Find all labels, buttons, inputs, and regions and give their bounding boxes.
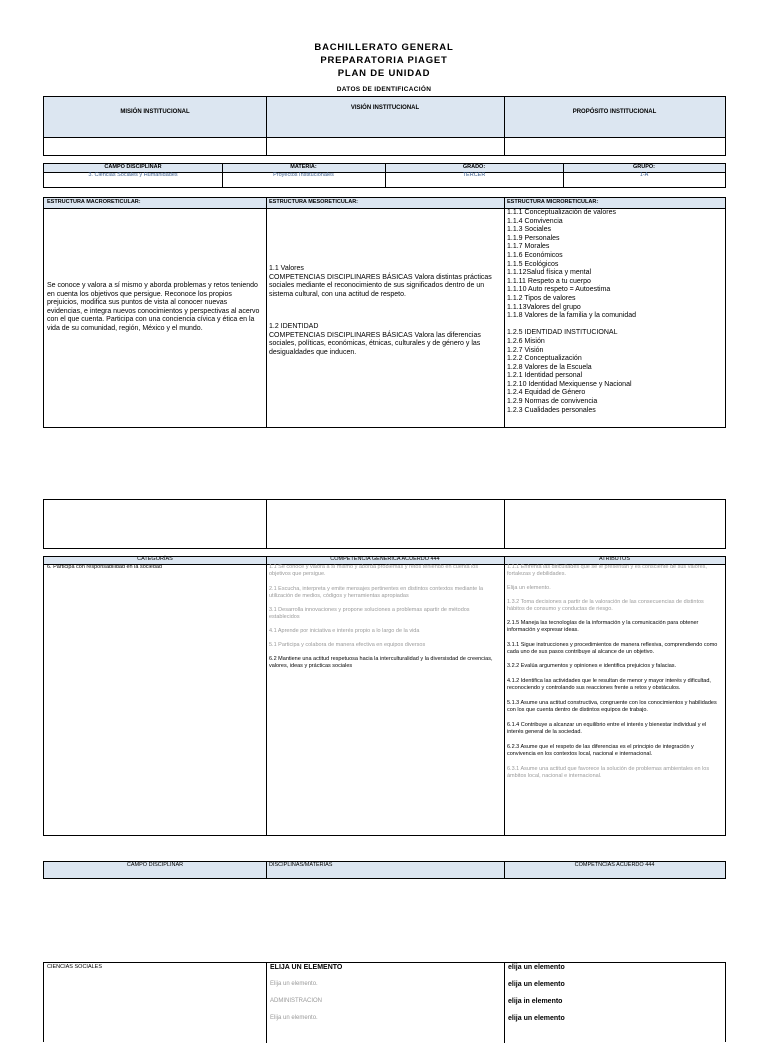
disciplines-table: [43, 962, 726, 1042]
structure-table: [43, 197, 726, 428]
micro-item: 1.2.3 Cualidades personales: [507, 406, 596, 414]
attribute-item[interactable]: 6.1.4 Contribuye a alcanzar un equilibrio entre el interés y bienestar individual y el interés general de la sociedad.: [507, 722, 707, 735]
attribute-item[interactable]: 6.2.3 Asume que el respeto de las diferencias es el principio de integración y convivencia en los contextos local, nacional e internacional.: [507, 744, 694, 757]
micro-label: ESTRUCTURA MICRORETICULAR:: [507, 199, 599, 205]
meso-identidad: 1.2 IDENTIDAD COMPETENCIAS DISCIPLINARES BÁSICAS Valora las diferencias sociales, políticas, económicas, étnicas, culturales y de género y las desigualdades que inducen.: [269, 323, 481, 356]
generica-header: COMPETENCIA GENERICA ACUERDO 444: [330, 556, 440, 562]
micro-item: 1.1.3 Sociales: [507, 226, 551, 234]
attribute-item[interactable]: 1.3.2 Toma decisiones a partir de la valoración de las consecuencias de distintos hábitos de consumo y conductas de riesgo.: [507, 599, 704, 612]
attribute-item[interactable]: 3.2.2 Evalúa argumentos y opiniones e identifica prejuicios y falacias.: [507, 663, 677, 669]
materias-item[interactable]: Elija un elemento.: [270, 981, 318, 987]
grupo-select[interactable]: 1-A: [639, 172, 649, 178]
atributos-header: ATRIBUTOS: [599, 556, 630, 562]
proposito-header: PROPÓSITO INSTITUCIONAL: [572, 109, 657, 115]
attribute-item[interactable]: Elija un elemento.: [507, 585, 551, 591]
micro-item: 1.1.6 Económicos: [507, 251, 563, 259]
competencias-item[interactable]: elija un elemento: [508, 1015, 565, 1022]
campo-disciplinar-header: CAMPO DISCIPLINAR: [126, 862, 184, 868]
materias-item[interactable]: Elija un elemento.: [270, 1015, 318, 1021]
grupo-label: GRUPO:: [633, 164, 655, 170]
meso-label: ESTRUCTURA MESORETICULAR:: [269, 199, 359, 205]
micro-item: 1.2.5 IDENTIDAD INSTITUCIONAL: [507, 329, 618, 337]
section-title: DATOS DE IDENTIFICACIÓN: [336, 86, 432, 93]
macro-text: Se conoce y valora a sí mismo y aborda problemas y retos teniendo en cuenta los objetivos que persigue. Reconoce los propios prejuicios, modifica sus puntos de vista al conocer nuevas evidencias, e integra nuevos conocimientos y perspectivas al acervo con el que cuenta. Participa con una conciencia cívica y ética en la vida de su comunidad, región, México y el mundo.: [47, 282, 260, 332]
micro-item: 1.2.8 Valores de la Escuela: [507, 363, 592, 371]
micro-item: 1.1.4 Convivencia: [507, 217, 563, 225]
generic-competency-item[interactable]: 1.1 Se conoce y valora a sí mismo y aborda problemas y retos teniendo en cuenta los objetivos que persigue.: [269, 564, 479, 577]
generic-competency-item[interactable]: 5.1 Participa y colabora de manera efectiva en equipos diversos: [269, 642, 426, 648]
competencias-item[interactable]: elija in elemento: [508, 998, 563, 1005]
micro-item: 1.1.7 Morales: [507, 243, 550, 251]
micro-item: 1.2.2 Conceptualización: [507, 355, 582, 363]
micro-item: 1.1.8 Valores de la familia y la comunidad: [507, 312, 637, 320]
micro-item: 1.1.11 Respeto a tu cuerpo: [507, 277, 591, 285]
micro-item: 1.1.2 Tipos de valores: [507, 294, 576, 302]
competencias-item[interactable]: elija un elemento: [508, 964, 565, 971]
campo-label: CAMPO DISCIPLINAR: [104, 164, 162, 170]
materia-label: MATERIA:: [290, 164, 317, 170]
attribute-item[interactable]: 5.1.3 Asume una actitud constructiva, congruente con los conocimientos y habilidades con los que cuenta dentro de distintos equipos de trabajo.: [507, 700, 717, 713]
micro-item: 1.2.7 Visión: [507, 346, 544, 354]
micro-item: 1.1.5 Ecológicos: [507, 260, 559, 268]
disciplinas-header: DISCIPLINAS/MATERIAS: [269, 862, 333, 868]
micro-item: 1.2.6 Misión: [507, 337, 545, 345]
micro-item: 1.2.10 Identidad Mexiquense y Nacional: [507, 380, 632, 388]
competencias-item[interactable]: elija un elemento: [508, 981, 565, 988]
micro-list: [507, 209, 723, 415]
identification-table: [43, 96, 726, 156]
micro-item: 1.2.4 Equidad de Género: [507, 389, 586, 397]
generic-competencies-list: [269, 564, 501, 670]
attribute-item[interactable]: 6.3.1 Asume una actitud que favorece la solución de problemas ambientales en los ámbitos local, nacional e internacional.: [507, 766, 710, 779]
micro-item: [507, 321, 723, 330]
categorias-header: CATEGORÍAS: [137, 556, 173, 562]
materias-item[interactable]: ELIJA UN ELEMENTO: [270, 964, 343, 971]
attributes-list: [507, 564, 723, 780]
attribute-item[interactable]: 3.1.1 Sigue instrucciones y procedimientos de manera reflexiva, comprendiendo como cada uno de sus pasos contribuye al alcance de un objetivo.: [507, 642, 718, 655]
materias-item[interactable]: ADMINISTRACION: [270, 998, 323, 1004]
school-subname: PREPARATORIA PIAGET: [320, 55, 448, 66]
micro-item: 1.2.9 Normas de convivencia: [507, 398, 598, 406]
attribute-item[interactable]: 2.1.5 Maneja las tecnologías de la información y la comunicación para obtener información y expresar ideas.: [507, 620, 699, 633]
generic-competency-item[interactable]: 3.1 Desarrolla innovaciones y propone soluciones a problemas apartir de métodos establecidos: [269, 607, 470, 620]
vision-header: VISIÓN INSTITUCIONAL: [350, 105, 420, 111]
attribute-item[interactable]: 1.1.1 Enfrenta las dificultades que se le presentan y es consciente de sus valores, fortalezas y debilidades.: [507, 564, 707, 577]
generic-competency-item[interactable]: 6.2 Mantiene una actitud respetuosa hacia la interculturalidad y la diversisdad de creencias, valores, ideas y prácticas sociales: [269, 656, 493, 669]
materia-select[interactable]: Proyectos Institucionales: [273, 172, 334, 178]
campo-ciencias-sociales: CIENCIAS SOCIALES: [47, 964, 103, 970]
mision-header: MISIÓN INSTITUCIONAL: [120, 109, 190, 115]
micro-item: 1.1.1 Conceptualización de valores: [507, 209, 616, 216]
meso-valores: 1.1 Valores COMPETENCIAS DISCIPLINARES BÁSICAS Valora distintas prácticas sociales mediante el reconocimiento de sus significados dentro de un sistema cultural, con una actitud de respeto.: [269, 265, 492, 298]
micro-item: 1.1.9 Personales: [507, 234, 560, 242]
campo-select[interactable]: 3. Ciencias Sociales y Humanidades: [88, 172, 178, 178]
grado-select[interactable]: TERCER: [462, 172, 486, 178]
micro-item: 1.2.1 Identidad personal: [507, 372, 583, 380]
micro-item: 1.1.10 Auto respeto = Autoestima: [507, 286, 611, 294]
categoria-text: 6. Participa con responsabilidad en la sociedad: [47, 564, 162, 570]
micro-item: 1.1.12Salud física y mental: [507, 269, 592, 277]
school-name: BACHILLERATO GENERAL: [314, 42, 454, 53]
course-data-table: [43, 163, 726, 188]
micro-item: 1.1.13Valores del grupo: [507, 303, 581, 311]
blank-table: [43, 499, 726, 549]
generic-competency-item[interactable]: 4.1 Aprende por iniciativa e interés propio a lo largo de la vida: [269, 628, 420, 634]
generic-competency-item[interactable]: 2.1 Escucha, interpreta y emite mensajes pertinentes en distintos contextos mediante la utilización de medios, códigos y herramientas apropiadas: [269, 586, 484, 599]
grado-label: GRADO:: [462, 164, 486, 170]
attribute-item[interactable]: 4.1.2 Identifica las actividades que le resultan de menor y mayor interés y dificultad, reconociendo y controlando sus reacciones frente a retos y obstáculos.: [507, 678, 711, 691]
macro-label: ESTRUCTURA MACRORETICULAR:: [47, 199, 141, 205]
competencies-table: [43, 556, 726, 836]
disciplines-header-table: [43, 861, 726, 879]
competencias-acuerdo-header: COMPETNCIAS ACUERDO 444: [574, 862, 655, 868]
document-title: PLAN DE UNIDAD: [337, 68, 431, 79]
